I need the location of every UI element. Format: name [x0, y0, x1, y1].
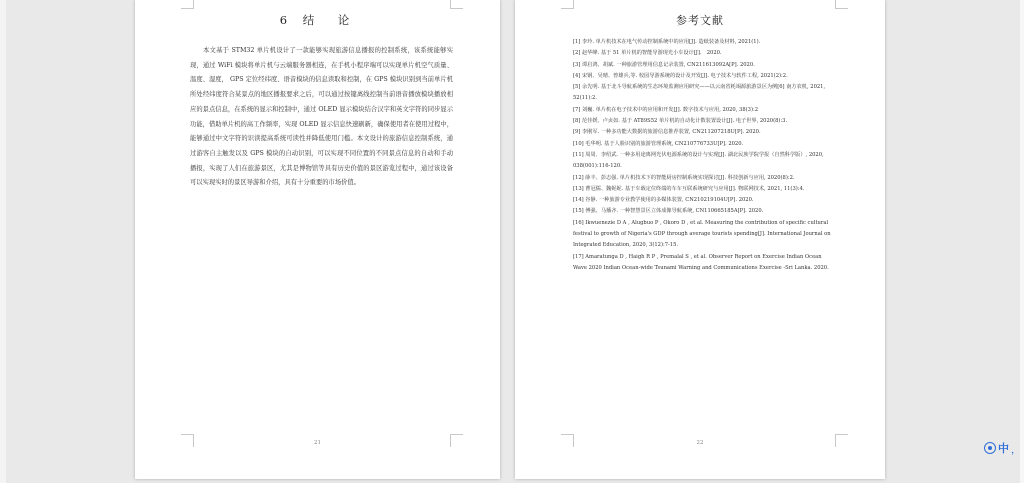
document-page-22 — [515, 0, 885, 479]
ime-toolbar[interactable] — [984, 440, 1021, 456]
page-number: 21 — [314, 440, 321, 446]
reference-item: [3] 谭启鸿、胡斌. 一种旅游管理用信息记录装置, CN211613092A[P]. 2020. — [573, 61, 755, 68]
crop-mark — [835, 0, 848, 9]
reference-item: [13] 曹冠儒、魏妮妮. 基于车载定位终端的车车互联系统研究与应用[J]. 物联网技术, 2021, 11(3):4. — [573, 185, 805, 192]
reference-item: [4] 宋钢、吴晴、曾雄兵,等. 校园导游系统的设计及开发[J]. 电子技术与软件工程, 2021(2):2. — [573, 72, 788, 79]
crop-mark — [561, 0, 574, 9]
page-number: 22 — [696, 440, 704, 446]
references-list — [573, 37, 835, 274]
ime-punctuation-toggle[interactable]: ， — [1011, 444, 1021, 456]
conclusion-paragraph: 本文基于 STM32 单片机设计了一款能够实现旅游信息播报的控制系统，该系统能够实现，通过 WiFi 模块将单片机与云端服务器相连，在手机小程序端可以实现单片机空气质量、温度、湿度， GPS 定位经纬度、语音模块的信息读取和控制，在 GPS 模块识别到当前单片机所处经纬度符合某景点的地区播报要求之后，可以通过按键离线控制当前语音播放模块播放相应的景点信息，在系统的显示和控制中，通过 OLED 显示模块结合汉字和英文字符的同步显示功能，借助单片机的高工作频率，实现 OLED 显示信息快速刷新，确保使用者在使用过程中，能够通过中文字符的识读提高系统可读性并降低使用门槛。本文设计的旅游信息控制系统，通过游客自主触发以及 GPS 模块的自动识别，可以实现不同位置的不同景点信息的自动和手动播报，实现了人们在旅游景区，尤其是博物馆等具有历史价值的景区游览过程中，通过该设备可以实现实时的景区导游和介绍，具有十分重要的市场价值。 — [190, 47, 453, 187]
reference-item: [11] 周周、李绍武. 一种多用途离网光伏电源系统的设计与实现[J]. 湖北民族学院学报（自然科学版）, 2020, 038(001):116-120. — [573, 151, 824, 170]
left-workspace-edge — [0, 0, 6, 483]
reference-item: [9] 李刚军. 一种多功能大数据的旅游信息推荐装置, CN211207218U[P]. 2020. — [573, 129, 761, 136]
document-page-21 — [135, 0, 500, 479]
ime-logo-icon[interactable] — [984, 442, 996, 454]
references-title: 参考文献 — [676, 14, 724, 27]
reference-item: [12] 薛丰、彭志强. 单片机技术下的智能厨房控制系统实现探讨[J]. 科技创新与应用, 2020(8):2. — [573, 174, 795, 181]
reference-item: [16] Ikwuenezie D A , Alugbuo P , Okoro D , et al. Measuring the contribution of specific cultural festival to growth of Nigeria's GDP through average tourists spending[J]. International Journal on Integrated Education, 2020, 3(12):7-15. — [573, 219, 831, 249]
reference-item: [8] 范佳媛、卢贞如. 基于 AT89S52 单片机的自动化计数装置设计[J]. 电子世界, 2020(8):3. — [573, 118, 788, 125]
crop-mark — [181, 0, 194, 9]
ime-language-toggle[interactable]: 中 — [998, 442, 1009, 455]
reference-item: [15] 傅强、马播齐. 一种智慧景区立体成像导航系统, CN110665185A[P]. 2020. — [573, 208, 764, 215]
chapter-title: 6 结 论 — [279, 13, 356, 27]
crop-mark — [450, 0, 463, 9]
reference-item: [1] 李玲. 单片机技术在电气传动控制系统中的应用[J]. 造纸装备及材料, 2021(1). — [573, 39, 761, 45]
reference-item: [10] 毛华明. 基于人脸识别的旅游管理系统, CN210776733U[P]. 2020. — [573, 140, 744, 147]
reference-item: [14] 谷静. 一种旅游专业教学使用的多媒体装置, CN210219104U[P]. 2020. — [573, 197, 754, 204]
reference-item: [5] 余先明. 基于北斗导航系统的生态环境监测应用研究——以云南省耗竭源旅游景区为例[6] 南方农机, 2021, 52(11):2. — [573, 84, 826, 102]
reference-item: [17] Amaratunga D , Haigh R P , Premalal S , et al. Observer Report on Exercise Indian Ocean Wave 2020 Indian Ocean-wide Tsunami Warning and Communications Exercise -Sri Lanka. 2020. — [573, 253, 829, 271]
reference-item: [7] 刘巍. 单片机在电子技术中的应用和开发[J]. 数字技术与应用, 2020, 38(3):2 — [573, 106, 759, 113]
right-workspace-edge — [1020, 0, 1024, 483]
reference-item: [2] 赵华峰. 基于 51 单片机的智能导游现光小车设计[J]. 2020. — [573, 50, 722, 57]
